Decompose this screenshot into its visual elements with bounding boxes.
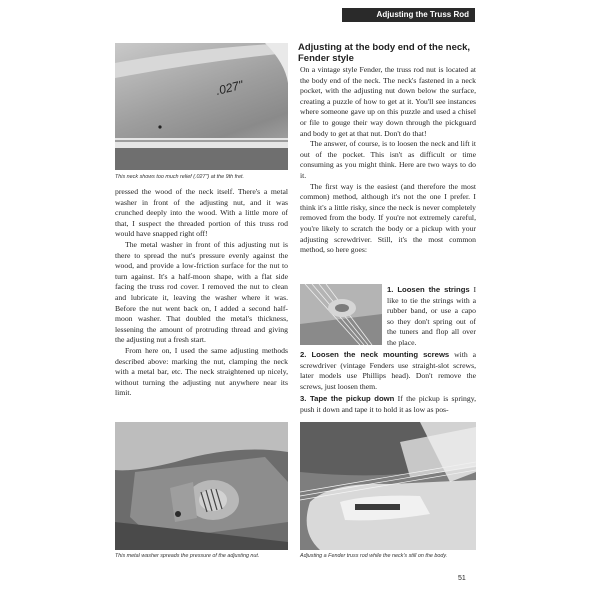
photo-loosen-strings — [300, 284, 382, 345]
left-paragraph-1: pressed the wood of the neck itself. There's a metal washer in front of the adjusting nut, and it was crunched deeply into the wood. With a little more of that, I suspect the threaded portion of this truss rod would have snapped right off! — [115, 187, 288, 239]
step-3 — [300, 394, 476, 415]
left-column-text — [115, 187, 288, 399]
photo-relief-annotation: .027" — [214, 77, 245, 98]
step-2-title: 2. Loosen the neck mounting screws — [300, 350, 450, 359]
step-3-title: 3. Tape the pickup down — [300, 394, 395, 403]
step-1 — [387, 285, 476, 349]
photo-loosen-strings-art — [300, 284, 382, 345]
caption-neck-relief: This neck shows too much relief (.027") at the 9th fret. — [115, 174, 244, 180]
right-column-text — [300, 65, 476, 256]
running-header-title: Adjusting the Truss Rod — [376, 10, 469, 19]
photo-metal-washer — [115, 422, 288, 550]
section-heading: Adjusting at the body end of the neck, Fender style — [298, 42, 471, 64]
step-2-text: with a screwdriver (vintage Fenders use straight-slot screws, later models use Phillips head). Don't remove the screws, just loosen them. — [300, 350, 476, 391]
page-number: 51 — [458, 575, 466, 582]
step-1-text: I like to tie the strings with a rubber band, or use a capo so they don't spring out of the tuners and flop all over the place. — [387, 285, 476, 347]
step-2 — [300, 350, 476, 392]
photo-metal-washer-art — [115, 422, 288, 550]
right-paragraph-2: The answer, of course, is to loosen the neck and lift it out of the pocket. This isn't as difficult or time consuming as you might think. Here are two ways to do it. — [300, 139, 476, 180]
photo-neck-relief-art — [115, 43, 288, 170]
photo-neck-relief — [115, 43, 288, 170]
right-paragraph-3: The first way is the easiest (and therefore the most common) method, although it's not the one I prefer. I think it's a little risky, since the neck is never completely removed from the body. If you're not extremely careful, you're likely to scratch the body or a pickup with your adjusting screwdriver. Still, it's the most common method, so here goes: — [300, 181, 476, 255]
left-paragraph-2: The metal washer in front of this adjusting nut is there to spread the nut's pressure evenly against the wood, and provide a low-friction surface for the nut to turn against. It's a half-moon shape, with a flat side facing the truss rod cover. I removed the nut to clean and lubricate it, leaving the washer where it was. Before the nut went back on, I added a second half-moon washer. That doubled the metal's thickness, lessening the amount of protruding thread and giving the adjusting nut a fresh start. — [115, 239, 288, 345]
caption-fender-adjust: Adjusting a Fender truss rod while the neck's still on the body. — [300, 553, 448, 559]
step-1-title: 1. Loosen the strings — [387, 285, 470, 294]
running-header — [342, 8, 475, 22]
step-3-text: If the pickup is springy, push it down and tape it to hold it as low as pos- — [300, 394, 477, 414]
photo-fender-adjust — [300, 422, 476, 550]
left-paragraph-3: From here on, I used the same adjusting methods described above: marking the nut, clamping the neck with a metal bar, etc. The neck straightened up nicely, without turning the adjusting nut anywhere near its limit. — [115, 345, 288, 398]
caption-metal-washer: This metal washer spreads the pressure of the adjusting nut. — [115, 553, 260, 559]
photo-fender-adjust-art — [300, 422, 476, 550]
right-paragraph-1: On a vintage style Fender, the truss rod nut is located at the body end of the neck. The neck's fastened in a neck pocket, with the adjusting nut down below the surface, creating a puzzle of how to get at it. You'll see instances where someone gave up on this puzzle and used a chisel or file to gouge their way down through the pickguard and body to get at that nut. Don't do that! — [300, 65, 476, 138]
